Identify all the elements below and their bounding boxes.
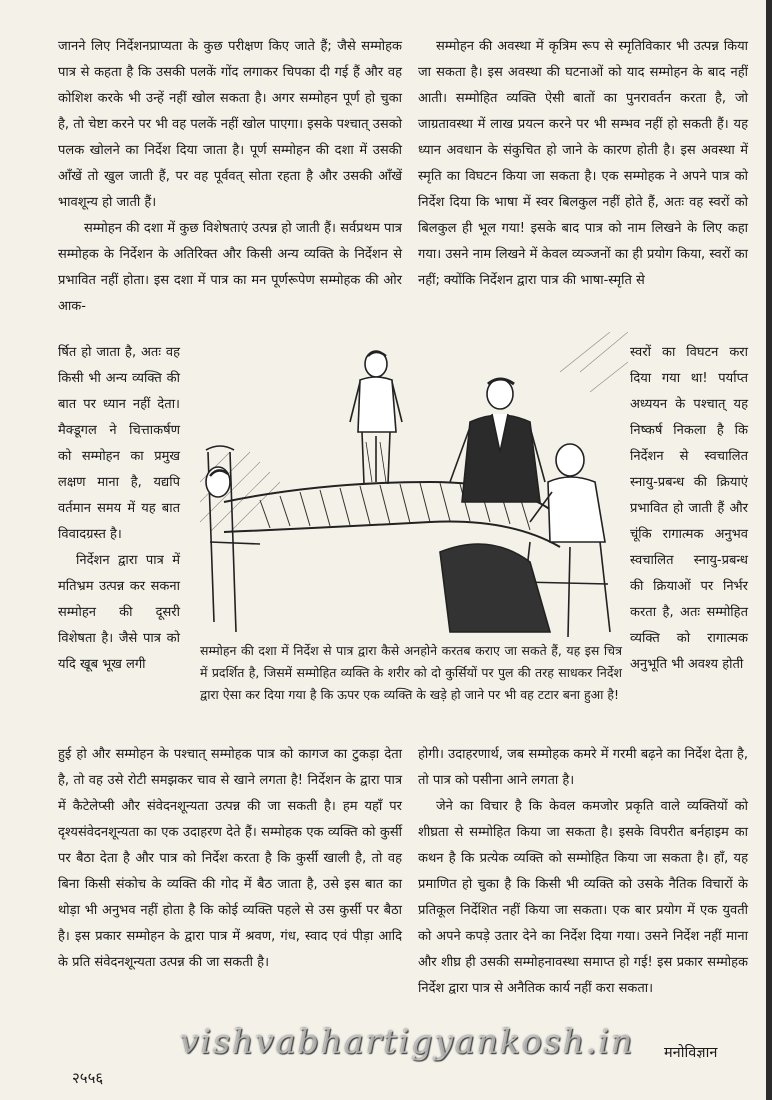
right-column-narrow	[630, 340, 748, 678]
left-column-top	[58, 34, 402, 320]
assistant-figure	[530, 444, 605, 542]
section-title: मनोविज्ञान	[664, 1045, 718, 1061]
left-column-narrow	[58, 340, 180, 678]
left-column-bottom	[58, 742, 402, 976]
paragraph: स्वरों का विघटन करा दिया गया था! पर्याप्त अध्ययन के पश्चात् यह निष्कर्ष निकला है कि निर्देशन से स्वचालित स्नायु-प्रबन्ध की क्रियाएं प्रभावित हो जाती हैं और चूंकि रागात्मक अनुभव स्वचालित स्नायु-प्रबन्ध की क्रियाओं पर निर्भर करता है, अतः सम्मोहित व्यक्ति को रागात्मक अनुभूति भी अवश्य होती	[630, 345, 748, 672]
page-number: २५५६	[72, 1069, 104, 1087]
paragraph: र्षित हो जाता है, अतः वह किसी भी अन्य व्यक्ति की बात पर ध्यान नहीं देता। मैक्डूगल ने चित्ताकर्षण को सम्मोहन का प्रमुख लक्षण माना है, यद्यपि वर्तमान समय में यह बात विवादग्रस्त है।	[58, 345, 180, 542]
figure-caption	[200, 640, 622, 706]
standing-man	[350, 351, 402, 484]
hypnosis-illustration	[200, 332, 628, 644]
right-column-bottom	[418, 742, 748, 1002]
paragraph: हुई हो और सम्मोहन के पश्चात् सम्मोहक पात्र को कागज का टुकड़ा देता है, तो वह उसे रोटी समझकर चाव से खाने लगता है! निर्देशन के द्वारा पात्र में कैटेलेप्सी और संवेदनशून्यता उत्पन्न की जा सकती है। हम यहाँ पर दृश्यसंवेदनशून्यता का एक उदाहरण देते हैं। सम्मोहक एक व्यक्ति को कुर्सी पर बैठा देता है और पात्र को निर्देश करता है कि कुर्सी खाली है, तो वह बिना किसी संकोच के व्यक्ति की गोद में बैठ जाता है, उसे इस बात का थोड़ा भी अनुभव नहीं होता है कि कोई व्यक्ति पहले से उस कुर्सी पर बैठा है। इस प्रकार सम्मोहन के द्वारा पात्र में श्रवण, गंध, स्वाद एवं पीड़ा आदि के प्रति संवेदनशून्यता उत्पन्न की जा सकती है।	[58, 747, 402, 970]
paragraph: होगी। उदाहरणार्थ, जब सम्मोहक कमरे में गरमी बढ़ने का निर्देश देता है, तो पात्र को पसीना आने लगता है।	[418, 747, 748, 788]
paragraph: निर्देशन द्वारा पात्र में मतिभ्रम उत्पन्न कर सकना सम्मोहन की दूसरी विशेषता है। जैसे पात्र को यदि खूब भूख लगी	[58, 553, 180, 672]
caption-text: सम्मोहन की दशा में निर्देश से पात्र द्वारा कैसे अनहोने करतब कराए जा सकते हैं, यह इस चित्र में प्रदर्शित है, जिसमें सम्मोहित व्यक्ति के शरीर को दो कुर्सियों पर पुल की तरह साधकर निर्देश द्वारा ऐसा कर दिया गया है कि ऊपर एक व्यक्ति के खड़े हो जाने पर भी वह टटार बना हुआ है!	[200, 643, 622, 702]
paragraph: सम्मोहन की अवस्था में कृत्रिम रूप से स्मृतिविकार भी उत्पन्न किया जा सकता है। इस अवस्था की घटनाओं को याद सम्मोहन के बाद नहीं आती। सम्मोहित व्यक्ति ऐसी बातों का पुनरावर्तन करता है, जो जाग्रतावस्था में लाख प्रयत्न करने पर भी सम्भव नहीं हो सकती हैं। यह ध्यान अवधान के संकुचित हो जाने के कारण होती है। इस अवस्था में स्मृति का विघटन किया जा सकता है। एक सम्मोहक ने अपने पात्र को निर्देश दिया कि भाषा में स्वर बिलकुल नहीं होते हैं, अतः वह स्वरों को बिलकुल ही भूल गया! इसके बाद पात्र को नाम लिखने के लिए कहा गया। उसने नाम लिखने में केवल व्यञ्जनों का ही प्रयोग किया, स्वरों का नहीं; क्योंकि निर्देशन द्वारा पात्र की भाषा-स्मृति से	[418, 39, 748, 288]
paragraph: जेने का विचार है कि केवल कमजोर प्रकृति वाले व्यक्तियों को शीघ्रता से सम्मोहित किया जा सकता है। इसके विपरीत बर्नहाइम का कथन है कि प्रत्येक व्यक्ति को सम्मोहित किया जा सकता है। हाँ, यह प्रमाणित हो चुका है कि किसी भी व्यक्ति को उसके नैतिक विचारों के प्रतिकूल निर्देशित नहीं किया जा सकता। एक बार प्रयोग में एक युवती को अपने कपड़े उतार देने का निर्देश दिया गया। उसने निर्देश नहीं माना और शीघ्र ही उसकी सम्मोहनावस्था समाप्त हो गई! इस प्रकार सम्मोहक निर्देश द्वारा पात्र से अनैतिक कार्य नहीं करा सकता।	[418, 799, 748, 996]
paragraph: जानने लिए निर्देशनप्राप्यता के कुछ परीक्षण किए जाते हैं; जैसे सम्मोहक पात्र से कहता है कि उसकी पलकें गोंद लगाकर चिपका दी गई हैं और वह कोशिश करके भी उन्हें नहीं खोल सकता है। अगर सम्मोहन पूर्ण हो चुका है, तो चेष्टा करने पर भी वह पलकें नहीं खोल पाएगा। इसके पश्चात् उसको पलक खोलने का निर्देश दिया जाता है। पूर्ण सम्मोहन की दशा में उसकी आँखें तो खुल जाती हैं, पर वह पूर्ववत् सोता रहता है और उसकी आँखें भावशून्य हो जाती हैं।	[58, 39, 402, 210]
foreground-coat	[440, 544, 550, 632]
page-edge	[766, 0, 772, 1100]
right-column-top	[418, 34, 748, 294]
paragraph: सम्मोहन की दशा में कुछ विशेषताएं उत्पन्न हो जाती हैं। सर्वप्रथम पात्र सम्मोहक के निर्देशन के अतिरिक्त और किसी अन्य व्यक्ति के निर्देशन से प्रभावित नहीं होता। इस दशा में पात्र का मन पूर्णरूपेण सम्मोहक की ओर आक-	[58, 221, 402, 314]
hypnotist-figure	[450, 379, 545, 502]
watermark: vishvabhartigyankosh.in	[180, 1022, 635, 1061]
